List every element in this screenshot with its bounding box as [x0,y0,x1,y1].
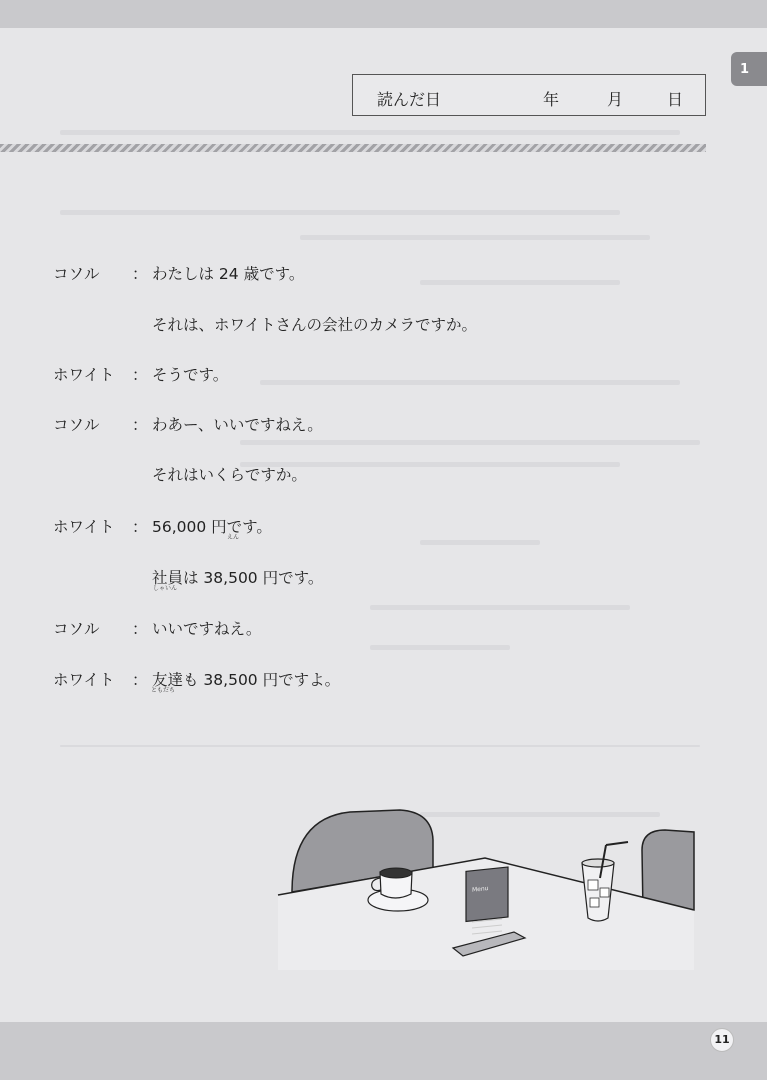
page-number: 11 [710,1028,734,1052]
colon: ： [132,416,148,434]
furigana-en: えん [227,534,240,541]
top-band [0,0,767,28]
dialogue-line: そうです。 [152,366,229,384]
cafe-table-illustration [270,800,710,970]
dialogue-line: 友達も 38,500 円ですよ。 [152,671,341,689]
colon: ： [132,265,148,283]
reading-date-box [352,74,706,116]
coffee [380,868,412,878]
chapter-tab: 1 [731,52,767,86]
dialogue-line: それは、ホワイトさんの会社のカメラですか。 [152,316,478,334]
speaker-label: ホワイト [53,366,115,384]
speaker-label: コソル [53,416,100,434]
speaker-label: コソル [53,620,100,638]
colon: ： [132,366,148,384]
date-day: 日 [667,90,684,109]
speaker-label: コソル [53,265,100,283]
divider [0,144,706,152]
menu-card [466,867,508,921]
date-label: 読んだ日 [377,90,442,109]
ice-cube [588,880,598,890]
date-year: 年 [543,90,560,109]
dialogue-line: わたしは 24 歳です。 [152,265,305,283]
speaker-label: ホワイト [53,518,115,536]
bottom-band [0,1022,767,1080]
menu-card-label: Menu [472,885,489,894]
colon: ： [132,518,148,536]
colon: ： [132,671,148,689]
furigana-tomodachi: ともだち [151,687,176,694]
dialogue-line: いいですねえ。 [152,620,262,638]
dialogue-line: 社員は 38,500 円です。 [152,569,324,587]
date-month: 月 [607,90,624,109]
dialogue-line: わあー、いいですねえ。 [152,416,323,434]
dialogue-line: それはいくらですか。 [152,466,307,484]
furigana-shain: しゃいん [153,585,178,592]
speaker-label: ホワイト [53,671,115,689]
colon: ： [132,620,148,638]
dialogue-line: 56,000 円です。 [152,518,272,536]
